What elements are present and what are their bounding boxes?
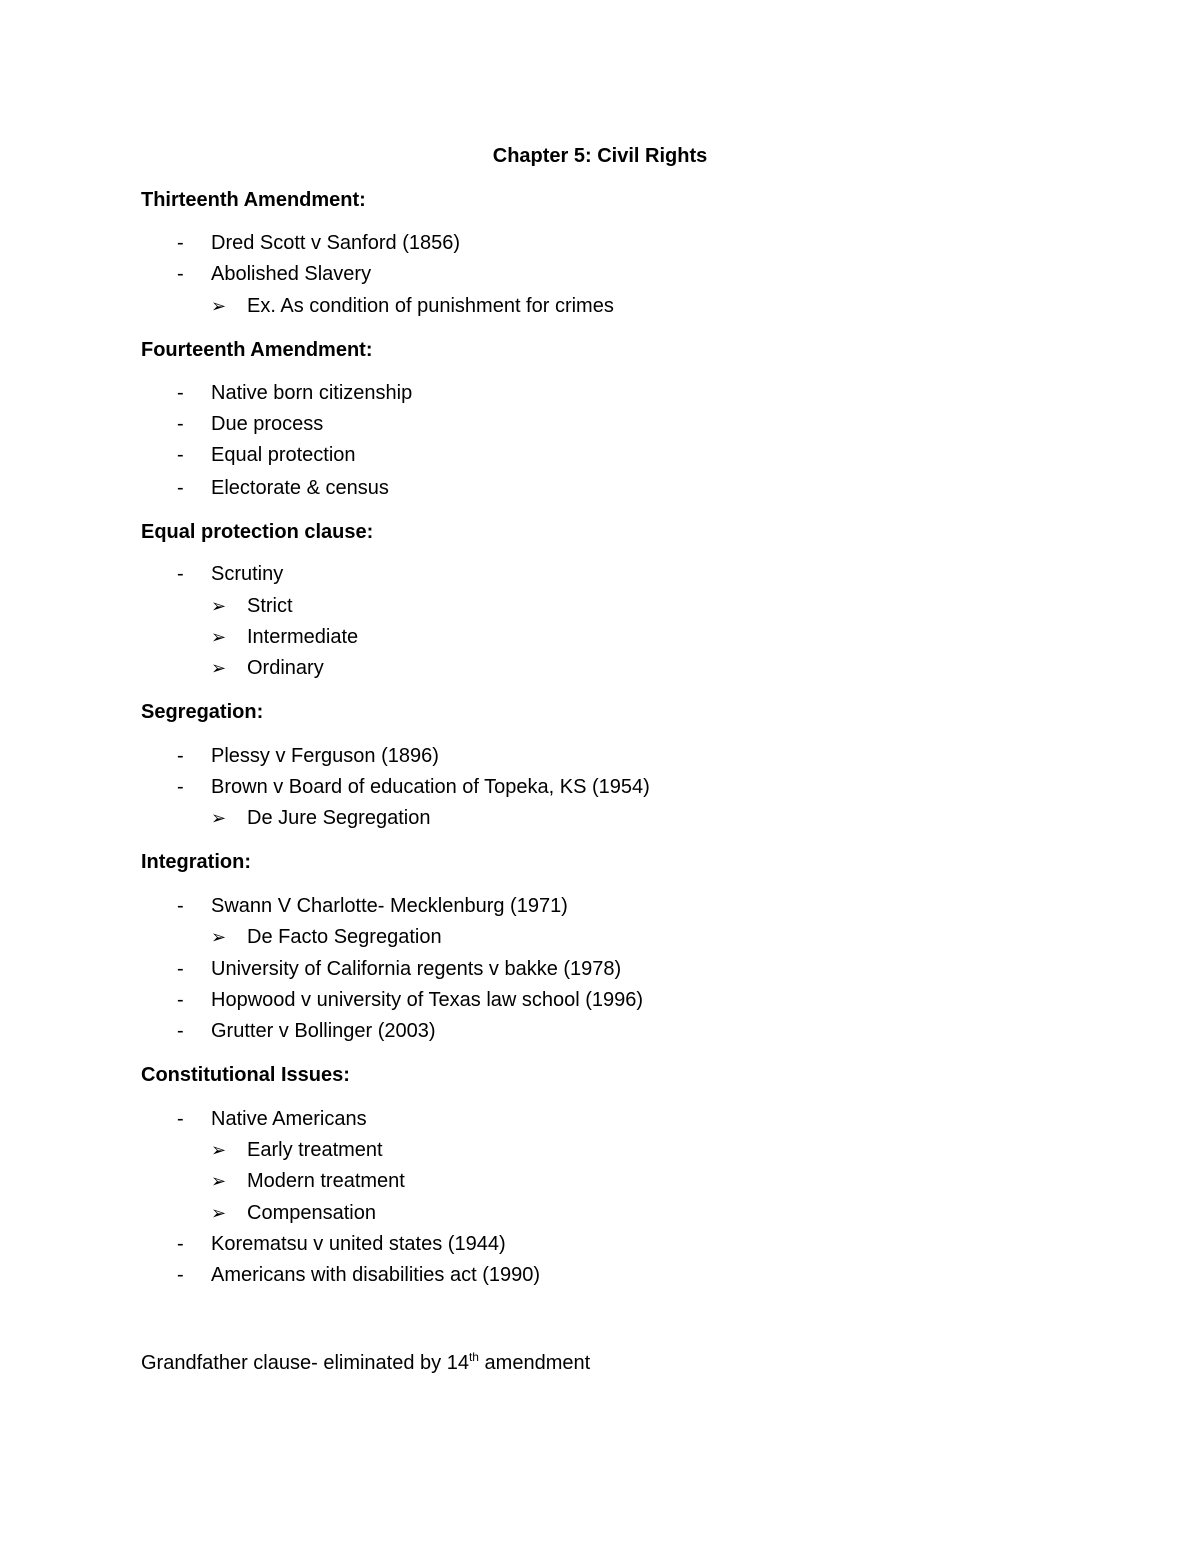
list-item-text: Due process [211, 413, 324, 435]
section-heading: Thirteenth Amendment: [141, 189, 366, 211]
list-item-text: Korematsu v united states (1944) [211, 1233, 506, 1255]
arrow-bullet-icon: ➢ [211, 808, 227, 828]
footer-note [141, 1351, 590, 1375]
list-item-text: Scrutiny [211, 563, 284, 585]
document-title: Chapter 5: Civil Rights [492, 145, 708, 167]
arrow-bullet-icon: ➢ [211, 927, 227, 947]
sub-list-item-text: Ex. As condition of punishment for crimes [247, 295, 614, 317]
dash-bullet: - [177, 745, 184, 767]
arrow-bullet-icon: ➢ [211, 296, 227, 316]
list-item-text: Swann V Charlotte- Mecklenburg (1971) [211, 895, 568, 917]
sub-list-item-text: Modern treatment [247, 1170, 405, 1192]
dash-bullet: - [177, 1020, 184, 1042]
list-item-text: Plessy v Ferguson (1896) [211, 745, 439, 767]
section-heading: Segregation: [141, 701, 264, 723]
list-item-text: Equal protection [211, 444, 356, 466]
sub-list-item-text: Intermediate [247, 626, 359, 648]
list-item-text: Hopwood v university of Texas law school (1996) [211, 989, 644, 1011]
dash-bullet: - [177, 444, 184, 466]
list-item-text: Electorate & census [211, 477, 389, 499]
sub-list-item-text: Early treatment [247, 1139, 383, 1161]
dash-bullet: - [177, 232, 184, 254]
dash-bullet: - [177, 413, 184, 435]
sub-list-item-text: De Jure Segregation [247, 807, 431, 829]
list-item-text: University of California regents v bakke (1978) [211, 958, 622, 980]
dash-bullet: - [177, 1233, 184, 1255]
dash-bullet: - [177, 563, 184, 585]
sub-list-item-text: De Facto Segregation [247, 926, 442, 948]
list-item-text: Abolished Slavery [211, 263, 372, 285]
arrow-bullet-icon: ➢ [211, 1171, 227, 1191]
dash-bullet: - [177, 958, 184, 980]
section-heading: Integration: [141, 851, 251, 873]
dash-bullet: - [177, 477, 184, 499]
list-item-text: Native Americans [211, 1108, 367, 1130]
footer-note-superscript: th [468, 1350, 479, 1364]
section-heading: Equal protection clause: [141, 521, 374, 543]
sub-list-item-text: Compensation [247, 1202, 376, 1224]
arrow-bullet-icon: ➢ [211, 1203, 227, 1223]
dash-bullet: - [177, 1108, 184, 1130]
list-item-text: Dred Scott v Sanford (1856) [211, 232, 461, 254]
section-heading: Fourteenth Amendment: [141, 339, 373, 361]
list-item-text: Americans with disabilities act (1990) [211, 1264, 541, 1286]
list-item-text: Brown v Board of education of Topeka, KS (1954) [211, 776, 650, 798]
footer-note-text: Grandfather clause- eliminated by 14 [141, 1352, 469, 1374]
arrow-bullet-icon: ➢ [211, 1140, 227, 1160]
sub-list-item-text: Strict [247, 595, 293, 617]
dash-bullet: - [177, 895, 184, 917]
section-heading: Constitutional Issues: [141, 1064, 350, 1086]
dash-bullet: - [177, 989, 184, 1011]
arrow-bullet-icon: ➢ [211, 627, 227, 647]
dash-bullet: - [177, 1264, 184, 1286]
list-item-text: Grutter v Bollinger (2003) [211, 1020, 436, 1042]
footer-note-text-end: amendment [478, 1352, 591, 1374]
dash-bullet: - [177, 382, 184, 404]
dash-bullet: - [177, 776, 184, 798]
list-item-text: Native born citizenship [211, 382, 413, 404]
dash-bullet: - [177, 263, 184, 285]
arrow-bullet-icon: ➢ [211, 596, 227, 616]
sub-list-item-text: Ordinary [247, 657, 324, 679]
arrow-bullet-icon: ➢ [211, 658, 227, 678]
